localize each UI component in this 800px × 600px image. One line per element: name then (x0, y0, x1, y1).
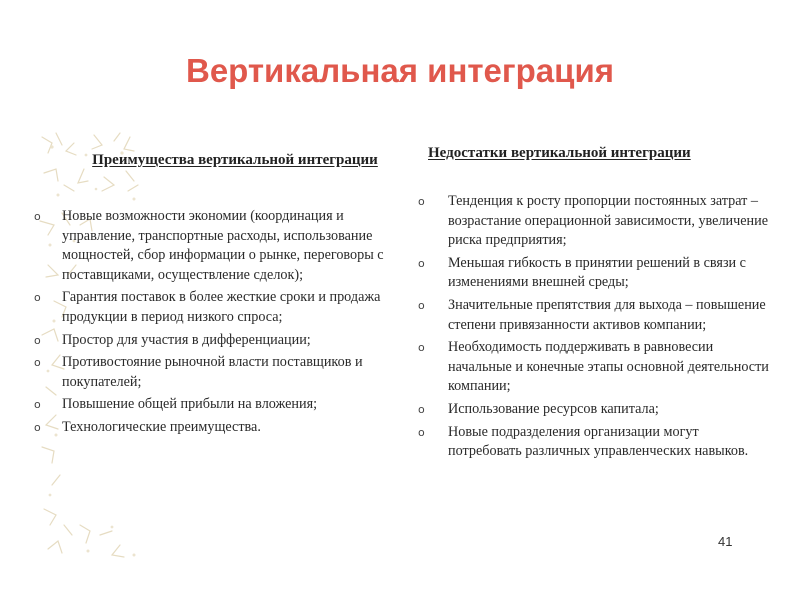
disadvantages-heading: Недостатки вертикальной интеграции (428, 145, 691, 161)
bullet-marker: o (34, 356, 41, 370)
advantages-heading: Преимущества вертикальной интеграции (92, 152, 378, 168)
disadvantages-column (414, 143, 770, 465)
list-item (34, 353, 396, 392)
bullet-marker: o (418, 195, 425, 208)
bullet-marker: o (34, 210, 41, 223)
bullet-marker: o (418, 256, 425, 270)
list-item-text: Технологические преимущества. (62, 418, 261, 435)
page-number: 41 (718, 534, 733, 549)
advantages-column (34, 150, 396, 441)
bullet-marker: o (418, 341, 425, 355)
list-item-text: Значительные препятствия для выхода – повышение степени привязанности активов компании; (448, 296, 766, 333)
list-item-text: Гарантия поставок в более жесткие сроки и продажа продукции в период низкого спроса; (62, 289, 381, 325)
bullet-marker: o (34, 333, 41, 347)
list-item-text: Необходимость поддерживать в равновесии начальные и конечные этапы основной деятельности компании; (448, 339, 769, 395)
list-item-text: Простор для участия в дифференциации; (62, 331, 311, 348)
list-item-text: Противостояние рыночной власти поставщиков и покупателей; (62, 354, 363, 390)
bullet-marker: o (418, 298, 425, 312)
list-item (34, 207, 396, 285)
list-item (414, 254, 770, 293)
list-item-text: Тенденция к росту пропорции постоянных затрат – возрастание операционной зависимости, увеличение риска предприятия; (448, 193, 769, 249)
list-item (34, 331, 396, 351)
list-item-text: Новые подразделения организации могут потребовать различных управленческих навыков. (448, 423, 749, 460)
bullet-marker: o (34, 420, 41, 434)
list-item (414, 338, 770, 397)
list-item (414, 296, 770, 335)
list-item (414, 400, 770, 420)
bullet-marker: o (34, 291, 41, 305)
list-item-text: Меньшая гибкость в принятии решений в связи с изменениями внешней среды; (448, 254, 746, 291)
bullet-marker: o (418, 425, 425, 439)
list-item-text: Повышение общей прибыли на вложения; (62, 396, 318, 413)
bullet-marker: o (418, 402, 425, 416)
list-item (414, 423, 770, 462)
advantages-list (34, 207, 396, 438)
list-item-text: Новые возможности экономии (координация и управление, транспортные расходы, использование мощностей, сбор информации о рынке, переговоры с поставщиками, осуществление сделок); (62, 208, 384, 283)
disadvantages-list (414, 192, 770, 462)
bullet-marker: o (34, 398, 41, 412)
list-item (414, 192, 770, 251)
list-item (34, 288, 396, 327)
list-item (34, 418, 396, 438)
slide-title: Вертикальная интеграция (185, 52, 614, 89)
list-item-text: Использование ресурсов капитала; (448, 400, 659, 417)
list-item (34, 395, 396, 415)
